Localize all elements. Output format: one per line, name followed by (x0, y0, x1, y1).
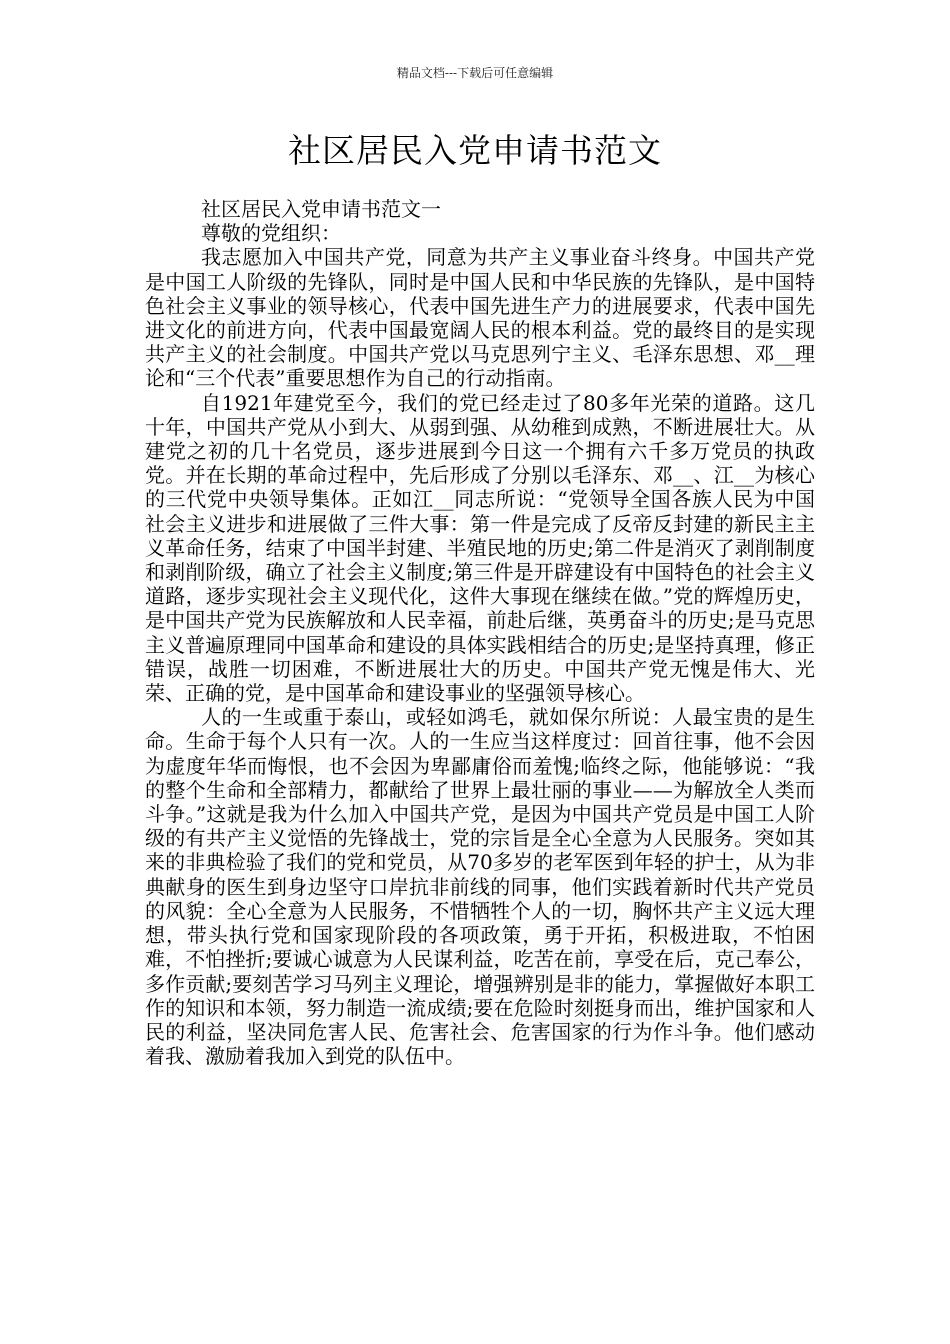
body-paragraph: 自1921年建党至今，我们的党已经走过了80多年光荣的道路。这几十年，中国共产党从小到大、从弱到强、从幼稚到成熟，不断进展壮大。从建党之初的几十名党员，逐步进展到今日这一个拥有六千多万党员的执政党。并在长期的革命过程中，先后形成了分别以毛泽东、邓__、江__为核心的三代党中央领导集体。正如江__同志所说：“党领导全国各族人民为中国社会主义进步和进展做了三件大事：第一件是完成了反帝反封建的新民主主义革命任务，结束了中国半封建、半殖民地的历史;第二件是消灭了剥削制度和剥削阶级，确立了社会主义制度;第三件是开辟建设有中国特色的社会主义道路，逐步实现社会主义现代化，这件大事现在继续在做。”党的辉煌历史，是中国共产党为民族解放和人民幸福，前赴后继，英勇奋斗的历史;是马克思主义普遍原理同中国革命和建设的具体实践相结合的历史;是坚持真理，修正错误，战胜一切困难，不断进展壮大的历史。中国共产党无愧是伟大、光荣、正确的党，是中国革命和建设事业的坚强领导核心。 (145, 390, 815, 706)
document-title: 社区居民入党申请书范文 (288, 131, 662, 170)
page-header-watermark: 精品文档---下载后可任意编辑 (396, 66, 554, 80)
body-paragraph: 人的一生或重于泰山，或轻如鸿毛，就如保尔所说：人最宝贵的是生命。生命于每个人只有一次。人的一生应当这样度过：回首往事，他不会因为虚度年华而悔恨，也不会因为卑鄙庸俗而羞愧;临终之际，他能够说：“我的整个生命和全部精力，都献给了世界上最壮丽的事业——为解放全人类而斗争。”这就是我为什么加入中国共产党，是因为中国共产党员是中国工人阶级的有共产主义觉悟的先锋战士，党的宗旨是全心全意为人民服务。突如其来的非典检验了我们的党和党员，从70多岁的老军医到年轻的护士，从为非典献身的医生到身边坚守口岸抗非前线的同事，他们实践着新时代共产党员的风貌：全心全意为人民服务，不惜牺牲个人的一切，胸怀共产主义远大理想，带头执行党和国家现阶段的各项政策，勇于开拓，积极进取，不怕困难，不怕挫折;要诚心诚意为人民谋利益，吃苦在前，享受在后，克己奉公，多作贡献;要刻苦学习马列主义理论，增强辨别是非的能力，掌握做好本职工作的知识和本领，努力制造一流成绩;要在危险时刻挺身而出，维护国家和人民的利益，坚决同危害人民、危害社会、危害国家的行为作斗争。他们感动着我、激励着我加入到党的队伍中。 (145, 705, 815, 1069)
document-subtitle: 社区居民入党申请书范文一 (201, 197, 441, 221)
salutation: 尊敬的党组织： (201, 221, 341, 246)
body-paragraph: 我志愿加入中国共产党，同意为共产主义事业奋斗终身。中国共产党是中国工人阶级的先锋队，同时是中国人民和中华民族的先锋队，是中国特色社会主义事业的领导核心，代表中国先进生产力的进展要求，代表中国先进文化的前进方向，代表中国最宽阔人民的根本利益。党的最终目的是实现共产主义的社会制度。中国共产党以马克思列宁主义、毛泽东思想、邓__理论和“三个代表”重要思想作为自己的行动指南。 (145, 245, 815, 391)
document-body (145, 197, 815, 1068)
